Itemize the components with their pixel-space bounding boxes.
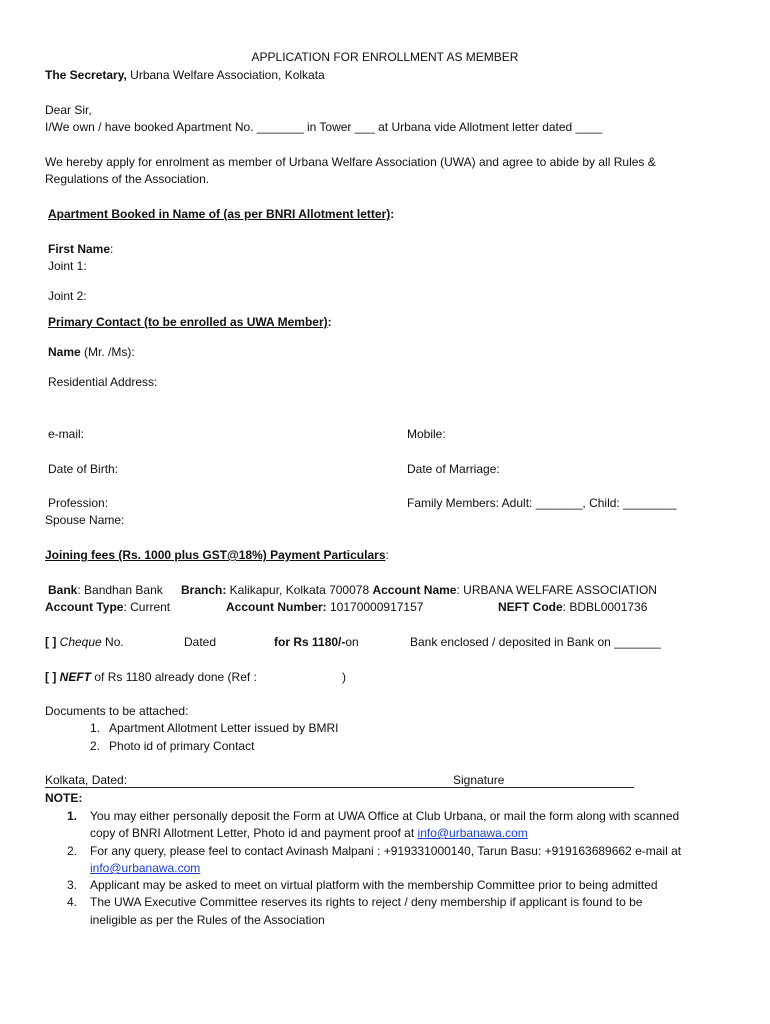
family-members-label: Family Members: Adult: _______, Child: ________ [407, 496, 677, 510]
email-link[interactable]: info@urbanawa.com [417, 826, 528, 840]
email-label: e-mail: [48, 427, 85, 441]
spouse-name-label: Spouse Name: [45, 513, 125, 527]
note-item-text: For any query, please feel to contact Avinash Malpani : +919331000140, Tarun Basu: +919163689662 e-mail at [90, 844, 682, 858]
branch-details: Branch: Kalikapur, Kolkata 700078 Account Name: URBANA WELFARE ASSOCIATION [181, 583, 657, 597]
document-item: 2. Photo id of primary Contact [90, 739, 255, 753]
neft-code: NEFT Code: BDBL0001736 [498, 600, 648, 614]
salutation: Dear Sir, [45, 103, 92, 117]
mobile-label: Mobile: [407, 427, 446, 441]
primary-section-heading: Primary Contact (to be enrolled as UWA Member): [48, 315, 332, 329]
cheque-option[interactable]: [ ] Cheque No. [45, 635, 124, 649]
cheque-checkbox[interactable]: [ ] [45, 635, 57, 649]
cheque-dated-label: Dated [184, 635, 217, 649]
joint1-label: Joint 1: [48, 259, 87, 273]
neft-ref-close: ) [342, 670, 346, 684]
declaration-line-2: Regulations of the Association. [45, 172, 210, 186]
neft-option[interactable]: [ ] NEFT of Rs 1180 already done (Ref : [45, 670, 257, 684]
address-label: Residential Address: [48, 375, 158, 389]
note-heading: NOTE: [45, 791, 83, 805]
form-title: APPLICATION FOR ENROLLMENT AS MEMBER [251, 50, 519, 64]
note-item: 1. [67, 809, 78, 823]
note-item-text [90, 861, 200, 876]
ownership-line: I/We own / have booked Apartment No. _______ in Tower ___ at Urbana vide Allotment letter dated ____ [45, 120, 603, 134]
place-date-line[interactable]: Kolkata, Dated: [45, 774, 455, 788]
note-item: 3. [67, 878, 78, 892]
neft-checkbox[interactable]: [ ] [45, 670, 57, 684]
booked-section-heading: Apartment Booked in Name of (as per BNRI Allotment letter): [48, 207, 395, 221]
account-number: Account Number: 10170000917157 [226, 600, 424, 614]
bank-enclosed-label: Bank enclosed / deposited in Bank on _______ [410, 635, 661, 649]
dom-label: Date of Marriage: [407, 462, 500, 476]
note-item: 4. [67, 895, 78, 909]
documents-heading: Documents to be attached: [45, 704, 189, 718]
bank-details-line: Bank: Bandhan Bank [48, 583, 163, 597]
fees-heading: Joining fees (Rs. 1000 plus GST@18%) Payment Particulars: [45, 548, 389, 562]
account-type: Account Type: Current [45, 600, 171, 614]
joint2-label: Joint 2: [48, 289, 87, 303]
name-label: Name (Mr. /Ms): [48, 345, 135, 359]
declaration-line-1: We hereby apply for enrolment as member of Urbana Welfare Association (UWA) and agree to abide by all Rules & [45, 155, 656, 169]
dob-label: Date of Birth: [48, 462, 119, 476]
note-item-text: ineligible as per the Rules of the Association [90, 913, 325, 927]
signature-line[interactable]: Signature [453, 774, 634, 788]
first-name-label: First Name: [48, 242, 114, 256]
addressee: The Secretary, Urbana Welfare Association, Kolkata [45, 68, 325, 82]
email-link[interactable]: info@urbanawa.com [90, 861, 201, 875]
note-item-text: The UWA Executive Committee reserves its rights to reject / deny membership if applicant is found to be [90, 895, 643, 909]
note-item-text: You may either personally deposit the Form at UWA Office at Club Urbana, or mail the form along with scanned [90, 809, 680, 823]
cheque-amount: for Rs 1180/-on [274, 635, 359, 649]
note-item-text: Applicant may be asked to meet on virtual platform with the membership Committee prior to being admitted [90, 878, 658, 892]
document-item: 1. Apartment Allotment Letter issued by BMRI [90, 721, 339, 735]
note-item-text: copy of BNRI Allotment Letter, Photo id and payment proof at info@urbanawa.com [90, 826, 528, 840]
note-item: 2. [67, 844, 78, 858]
profession-label: Profession: [48, 496, 109, 510]
